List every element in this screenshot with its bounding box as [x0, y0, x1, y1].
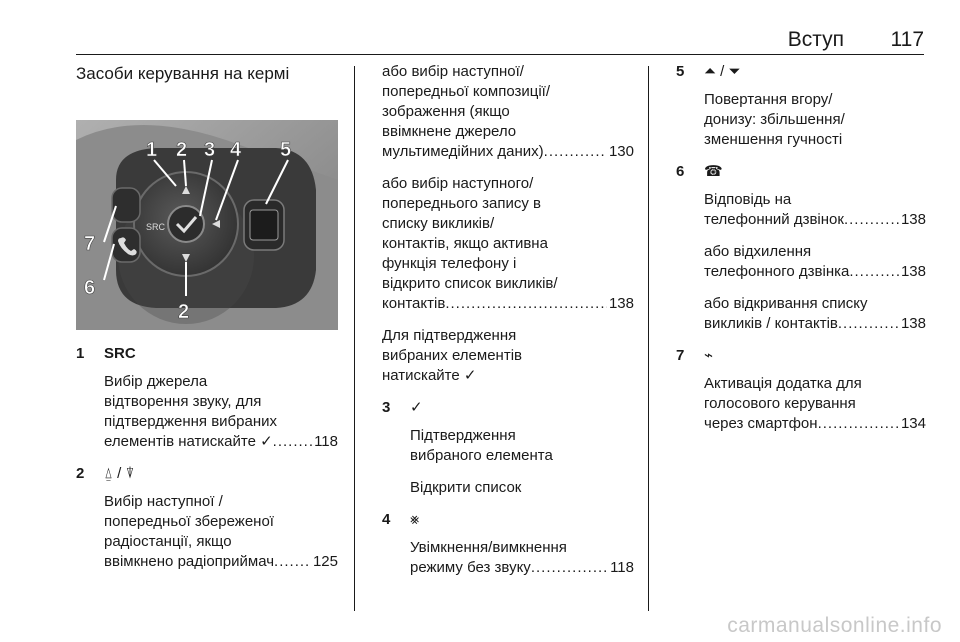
figure-label-src: SRC [146, 222, 166, 232]
desc-line: або вибір наступного/ [382, 175, 534, 192]
callout-1: 1 [146, 139, 158, 161]
item-number: 2 [76, 465, 85, 482]
ref-page: 138 [900, 211, 926, 228]
page-reference[interactable] [704, 210, 926, 230]
legend-item-2 [76, 464, 338, 572]
desc-line: Увімкнення/вимкнення [410, 539, 567, 556]
ref-text: телефонний дзвінок [704, 211, 844, 228]
callout-2-top: 2 [176, 139, 188, 161]
callout-2-bottom: 2 [178, 301, 190, 323]
legend-item-5 [676, 62, 926, 150]
desc-line: вибраного елемента [410, 447, 553, 464]
desc-line: голосового керування [704, 395, 856, 412]
ref-text: через смартфон [704, 415, 818, 432]
leader-dots [274, 552, 311, 572]
voice-control-icon: ⌁ [704, 347, 714, 364]
section-heading: Засоби керування на кермі [76, 64, 290, 83]
column-1 [76, 62, 338, 584]
desc-line: Відповідь на [704, 191, 792, 208]
page-reference[interactable] [704, 262, 926, 282]
page-reference[interactable] [382, 142, 634, 162]
column-3 [676, 62, 926, 446]
desc-line: натискайте ✓ [382, 367, 477, 384]
item-number: 4 [382, 511, 391, 528]
item-paragraph [704, 294, 926, 334]
ref-text: контактів [382, 295, 446, 312]
desc-line: попереднього запису в [382, 195, 541, 212]
page-reference[interactable] [104, 432, 338, 452]
item-number: 7 [676, 347, 685, 364]
desc-line: Для підтвердження [382, 327, 517, 344]
desc-line: Вибір джерела [104, 373, 208, 390]
phone-icon: ☎ [704, 163, 723, 180]
continuation-2 [382, 174, 634, 314]
page-reference[interactable] [104, 552, 338, 572]
desc-line: відтворення звуку, для [104, 393, 262, 410]
steering-wheel-controls-figure [76, 120, 338, 330]
desc-line: попередньої збереженої [104, 513, 274, 530]
desc-line: Активація додатка для [704, 375, 862, 392]
item-paragraph [410, 426, 634, 466]
desc-line: списку викликів/ [382, 215, 495, 232]
page-reference[interactable] [410, 558, 634, 578]
desc-line: донизу: збільшення/ [704, 111, 845, 128]
ref-text: телефонного дзвінка [704, 263, 850, 280]
steering-wheel-illustration [76, 120, 338, 330]
callout-3: 3 [204, 139, 216, 161]
item-paragraph [410, 478, 634, 498]
legend-item-7 [676, 346, 926, 434]
ref-page: 138 [900, 263, 926, 280]
desc-line: вибраних елементів [382, 347, 523, 364]
page-reference[interactable] [382, 294, 634, 314]
desc-line: контактів, якщо активна [382, 235, 548, 252]
desc-line: підтвердження вибраних [104, 413, 277, 430]
ref-page: 134 [900, 415, 926, 432]
volume-up-down-icon: ⏶ / ⏷ [704, 63, 741, 80]
item-number: 3 [382, 399, 391, 416]
callout-5: 5 [280, 139, 292, 161]
callout-4: 4 [230, 139, 242, 161]
ref-page: 118 [314, 433, 338, 450]
column-2 [382, 62, 634, 590]
ref-page: 138 [608, 295, 634, 312]
desc-line: радіостанції, якщо [104, 533, 232, 550]
ref-text: ввімкнено радіоприймач [104, 553, 275, 570]
leader-dots [844, 210, 899, 230]
ref-text: режиму без звуку [410, 559, 531, 576]
item-number: 5 [676, 63, 685, 80]
desc-line: зображення (якщо [382, 103, 510, 120]
desc-line: ввімкнене джерело [382, 123, 517, 140]
legend-item-3 [382, 398, 634, 498]
ref-page: 125 [312, 553, 338, 570]
continuation-3 [382, 326, 634, 386]
mute-icon: ⨳ [410, 511, 420, 528]
checkmark-icon: ✓ [410, 399, 423, 416]
leader-dots [849, 262, 899, 282]
page-header [76, 26, 924, 56]
desc-line: зменшення гучності [704, 131, 843, 148]
desc-line: Підтвердження [410, 427, 516, 444]
desc-line: функція телефону і [382, 255, 517, 272]
desc-line: або вибір наступної/ [382, 63, 524, 80]
legend-item-1 [76, 344, 338, 452]
desc-line: відкрито список викликів/ [382, 275, 558, 292]
leader-dots [838, 314, 899, 334]
callout-6: 6 [84, 277, 96, 299]
callout-7: 7 [84, 233, 96, 255]
page-reference[interactable] [704, 314, 926, 334]
section-title: Вступ [787, 28, 844, 51]
leader-dots [818, 414, 899, 434]
desc-line: Вибір наступної / [104, 493, 223, 510]
item-paragraph [704, 190, 926, 230]
desc-line: або відкривання списку [704, 295, 868, 312]
header-rule [76, 54, 924, 55]
ref-text: викликів / контактів [704, 315, 838, 332]
leader-dots [273, 432, 312, 452]
item-label: SRC [104, 345, 136, 362]
leader-dots [531, 558, 608, 578]
column-divider-1 [354, 66, 355, 611]
page-reference[interactable] [704, 414, 926, 434]
ref-text: елементів натискайте ✓ [104, 433, 273, 450]
ref-page: 138 [900, 315, 926, 332]
desc-line: Відкрити список [410, 479, 522, 496]
page-number: 117 [890, 28, 924, 51]
watermark: carmanualsonline.info [727, 614, 942, 637]
ref-page: 130 [608, 143, 634, 160]
legend-item-4 [382, 510, 634, 578]
ref-text: мультимедійних даних) [382, 143, 544, 160]
item-number: 6 [676, 163, 685, 180]
continuation-1 [382, 62, 634, 162]
legend-item-6 [676, 162, 926, 334]
item-number: 1 [76, 345, 85, 362]
column-divider-2 [648, 66, 649, 611]
desc-line: Повертання вгору/ [704, 91, 833, 108]
desc-line: або відхилення [704, 243, 812, 260]
item-paragraph [704, 242, 926, 282]
up-down-arrows-icon: ⍙ / ⍒ [104, 465, 135, 482]
leader-dots [544, 142, 607, 162]
leader-dots [445, 294, 607, 314]
ref-page: 118 [610, 559, 634, 576]
desc-line: попередньої композиції/ [382, 83, 551, 100]
